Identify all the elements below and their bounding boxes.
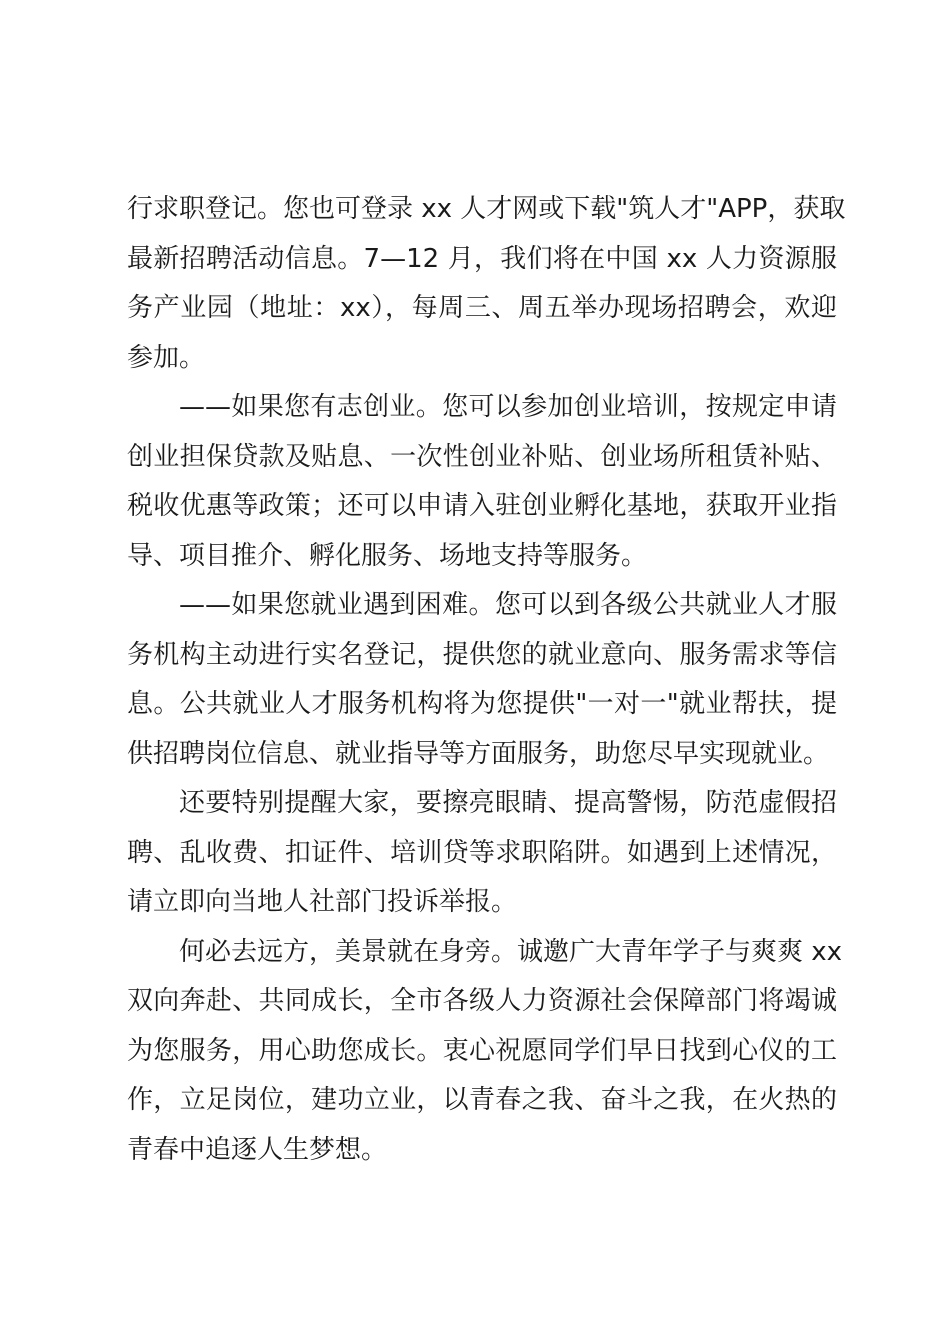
paragraph-entrepreneurship <box>127 383 837 581</box>
text-line: 请立即向当地人社部门投诉举报。 <box>127 887 518 917</box>
text-line: 还要特别提醒大家，要擦亮眼睛、提高警惕，防范虚假招 <box>179 788 837 818</box>
text-line: 息。公共就业人才服务机构将为您提供"一对一"就业帮扶，提 <box>127 689 837 719</box>
text-line: 务机构主动进行实名登记，提供您的就业意向、服务需求等信 <box>127 639 837 670</box>
text-line: 聘、乱收费、扣证件、培训贷等求职陷阱。如遇到上述情况， <box>127 837 837 868</box>
document-body <box>127 185 846 1175</box>
text-line: 务产业园（地址：xx），每周三、周五举办现场招聘会，欢迎 <box>127 293 837 323</box>
text-line: 导、项目推介、孵化服务、场地支持等服务。 <box>127 540 648 571</box>
paragraph-closing-invitation <box>127 928 843 1176</box>
text-line: 税收优惠等政策；还可以申请入驻创业孵化基地，获取开业指 <box>127 491 837 521</box>
text-line: 青春中追逐人生梦想。 <box>127 1134 388 1165</box>
text-line: 双向奔赴、共同成长，全市各级人力资源社会保障部门将竭诚 <box>127 986 837 1016</box>
text-line: ——如果您就业遇到困难。您可以到各级公共就业人才服 <box>179 590 837 620</box>
text-line: 作，立足岗位，建功立业，以青春之我、奋斗之我，在火热的 <box>127 1085 837 1115</box>
text-line: 供招聘岗位信息、就业指导等方面服务，助您尽早实现就业。 <box>127 738 830 769</box>
paragraph-fraud-warning <box>127 779 837 928</box>
text-line: 创业担保贷款及贴息、一次性创业补贴、创业场所租赁补贴、 <box>127 441 837 472</box>
paragraph-job-registration <box>127 185 846 383</box>
text-line: 为您服务，用心助您成长。衷心祝愿同学们早日找到心仪的工 <box>127 1035 837 1066</box>
paragraph-employment-difficulty <box>127 581 837 779</box>
text-line: ——如果您有志创业。您可以参加创业培训，按规定申请 <box>179 392 837 422</box>
text-line: 参加。 <box>127 342 206 373</box>
text-line: 行求职登记。您也可登录 xx 人才网或下载"筑人才"APP，获取 <box>127 194 846 224</box>
text-line: 何必去远方，美景就在身旁。诚邀广大青年学子与爽爽 xx <box>179 936 843 967</box>
text-line: 最新招聘活动信息。7—12 月，我们将在中国 xx 人力资源服 <box>127 243 837 274</box>
